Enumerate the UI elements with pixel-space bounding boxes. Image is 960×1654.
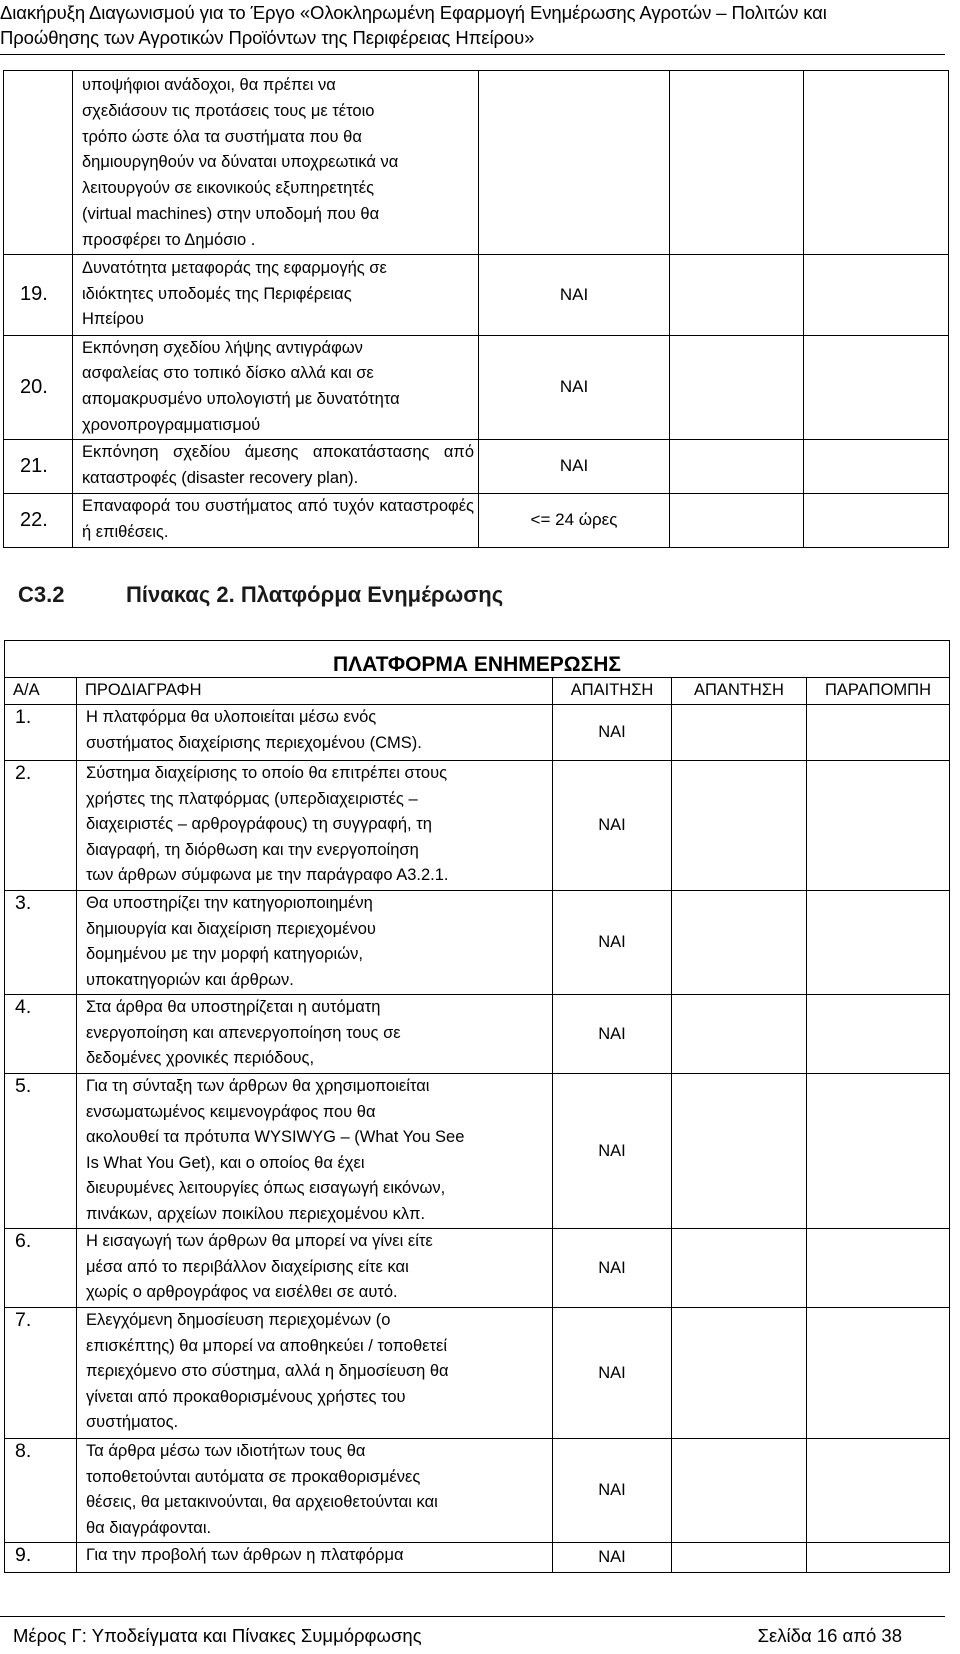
header-title-line-2: Προώθησης των Αγροτικών Προϊόντων της Περιφέρειας Ηπείρου» [0, 27, 535, 48]
requirement-value: ΝΑΙ [553, 1543, 672, 1573]
requirement-value: ΝΑΙ [479, 439, 670, 493]
spec-text: Δυνατότητα μεταφοράς της εφαρμογής σε ιδιόκτητες υποδομές της Περιφέρειας Ηπείρου [73, 254, 479, 335]
response-cell [672, 891, 807, 995]
spec-text: Για τη σύνταξη των άρθρων θα χρησιμοποιείται ενσωματωμένος κειμενογράφος που θα ακολουθεί τα πρότυπα WYSIWYG – (What You See Is What You Get), και ο οποίος θα έχει διευρυμένες λειτουργίες όπως εισαγωγή εικόνων, πινάκων, αρχείων ποικίλου περιεχομένου κλπ. [77, 1074, 553, 1229]
column-header-specification: ΠΡΟΔΙΑΓΡΑΦΗ [77, 678, 553, 705]
response-cell [672, 1229, 807, 1308]
requirement-value: ΝΑΙ [553, 891, 672, 995]
requirement-value: ΝΑΙ [553, 1229, 672, 1308]
spec-text: Στα άρθρα θα υποστηρίζεται η αυτόματη ενεργοποίηση και απενεργοποίηση τους σε δεδομένες χρονικές περιόδους, [77, 995, 553, 1074]
footer-part-title: Μέρος Γ: Υποδείγματα και Πίνακες Συμμόρφωσης [13, 1625, 422, 1646]
spec-text: Η εισαγωγή των άρθρων θα μπορεί να γίνει είτε μέσα από το περιβάλλον διαχείρισης είτε και χωρίς ο αρθρογράφος να εισέλθει σε αυτό. [77, 1229, 553, 1308]
table-row [4, 493, 949, 547]
response-cell [672, 1543, 807, 1573]
requirement-value: ΝΑΙ [553, 761, 672, 891]
row-number: 9. [5, 1543, 77, 1573]
table-row [4, 254, 949, 335]
requirement-value: ΝΑΙ [553, 705, 672, 761]
response-cell [672, 1439, 807, 1543]
requirement-value: ΝΑΙ [553, 1074, 672, 1229]
document-header [0, 0, 945, 55]
table-row [4, 439, 949, 493]
spec-text: Για την προβολή των άρθρων η πλατφόρμα [77, 1543, 553, 1573]
continued-spec-text: υποψήφιοι ανάδοχοι, θα πρέπει να σχεδιάσουν τις προτάσεις τους με τέτοιο τρόπο ώστε όλα τα συστήματα που θα δημιουργηθούν να δύναται υποχρεωτικά να λειτουργούν σε εικονικούς εξυπηρετητές (virtual machines) στην υποδομή που θα προσφέρει το Δημόσιο . [73, 71, 479, 255]
table-row [4, 335, 949, 439]
row-number: 22. [4, 493, 73, 547]
row-number: 19. [4, 254, 73, 335]
table-row [5, 705, 950, 761]
reference-cell [807, 1308, 950, 1439]
response-cell [672, 761, 807, 891]
requirement-value: <= 24 ώρες [479, 493, 670, 547]
response-cell [672, 1308, 807, 1439]
column-header-requirement: ΑΠΑΙΤΗΣΗ [553, 678, 672, 705]
column-header-aa: Α/Α [5, 678, 77, 705]
table-row-continued [4, 71, 949, 255]
document-footer [0, 1616, 945, 1646]
spec-text: Η πλατφόρμα θα υλοποιείται μέσω ενός συστήματος διαχείρισης περιεχομένου (CMS). [77, 705, 553, 761]
row-number: 8. [5, 1439, 77, 1543]
spec-text: Τα άρθρα μέσω των ιδιοτήτων τους θα τοποθετούνται αυτόματα σε προκαθορισμένες θέσεις, θα μετακινούνται, θα αρχειοθετούνται και θα διαγράφονται. [77, 1439, 553, 1543]
header-title-line-1: Διακήρυξη Διαγωνισμού για το Έργο «Ολοκληρωμένη Εφαρμογή Ενημέρωσης Αγροτών – Πολιτών και [0, 2, 827, 23]
row-number: 6. [5, 1229, 77, 1308]
section-code: C3.2 [18, 582, 65, 607]
compliance-table-continued [3, 70, 949, 548]
reference-cell [807, 1074, 950, 1229]
reference-cell [807, 1543, 950, 1573]
requirement-value: ΝΑΙ [553, 1439, 672, 1543]
spec-text: Εκπόνηση σχεδίου λήψης αντιγράφων ασφαλείας στο τοπικό δίσκο αλλά και σε απομακρυσμένο υπολογιστή με δυνατότητα χρονοπρογραμματισμού [73, 335, 479, 439]
section-title: Πίνακας 2. Πλατφόρμα Ενημέρωσης [126, 582, 504, 607]
row-number: 21. [4, 439, 73, 493]
reference-cell [807, 995, 950, 1074]
row-number: 2. [5, 761, 77, 891]
table-row [5, 891, 950, 995]
footer-page-number: Σελίδα 16 από 38 [757, 1625, 902, 1646]
requirement-value: ΝΑΙ [479, 335, 670, 439]
spec-text: Εκπόνηση σχεδίου άμεσης αποκατάστασης από καταστροφές (disaster recovery plan). [73, 439, 479, 493]
table-title-row [5, 641, 950, 678]
table-header-row [5, 678, 950, 705]
table-row [5, 761, 950, 891]
response-cell [672, 995, 807, 1074]
requirement-value: ΝΑΙ [553, 1308, 672, 1439]
row-number: 7. [5, 1308, 77, 1439]
table-title: ΠΛΑΤΦΟΡΜΑ ΕΝΗΜΕΡΩΣΗΣ [5, 641, 950, 678]
table-row [5, 1308, 950, 1439]
column-header-reference: ΠΑΡΑΠΟΜΠΗ [807, 678, 950, 705]
response-cell [672, 705, 807, 761]
reference-cell [807, 1229, 950, 1308]
table-row [5, 1543, 950, 1573]
platform-compliance-table [4, 640, 950, 1573]
reference-cell [807, 761, 950, 891]
reference-cell [807, 1439, 950, 1543]
row-number: 4. [5, 995, 77, 1074]
spec-text: Σύστημα διαχείρισης το οποίο θα επιτρέπει στους χρήστες της πλατφόρμας (υπερδιαχειριστές – διαχειριστές – αρθρογράφους) τη συγγραφή, τη διαγραφή, τη διόρθωση και την ενεργοποίηση των άρθρων σύμφωνα με την παράγραφο Α3.2.1. [77, 761, 553, 891]
table-row [5, 1439, 950, 1543]
response-cell [672, 1074, 807, 1229]
reference-cell [807, 705, 950, 761]
spec-text: Ελεγχόμενη δημοσίευση περιεχομένων (ο επισκέπτης) θα μπορεί να αποθηκεύει / τοποθετεί περιεχόμενο στο σύστημα, αλλά η δημοσίευση θα γίνεται από προκαθορισμένους χρήστες του συστήματος. [77, 1308, 553, 1439]
row-number: 5. [5, 1074, 77, 1229]
section-heading [18, 582, 503, 608]
table-row [5, 1229, 950, 1308]
requirement-value: ΝΑΙ [553, 995, 672, 1074]
table-row [5, 995, 950, 1074]
row-number: 20. [4, 335, 73, 439]
requirement-value: ΝΑΙ [479, 254, 670, 335]
spec-text: Επαναφορά του συστήματος από τυχόν καταστροφές ή επιθέσεις. [73, 493, 479, 547]
spec-text: Θα υποστηρίζει την κατηγοριοποιημένη δημιουργία και διαχείριση περιεχομένου δομημένου με την μορφή κατηγοριών, υποκατηγοριών και άρθρων. [77, 891, 553, 995]
reference-cell [807, 891, 950, 995]
table-row [5, 1074, 950, 1229]
row-number: 1. [5, 705, 77, 761]
column-header-response: ΑΠΑΝΤΗΣΗ [672, 678, 807, 705]
row-number: 3. [5, 891, 77, 995]
